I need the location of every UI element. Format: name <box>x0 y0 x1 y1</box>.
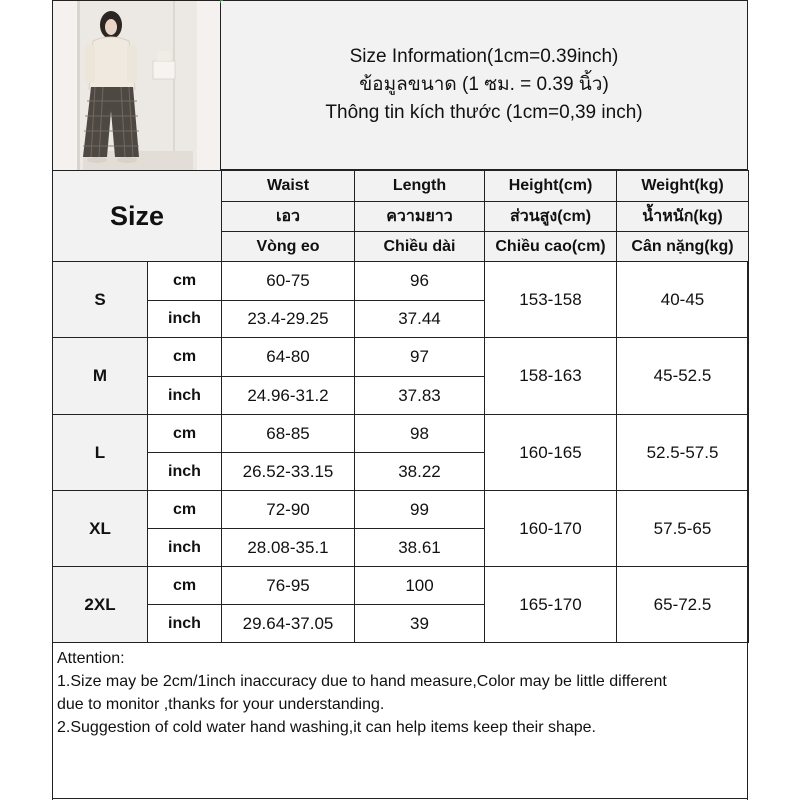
height-value: 160-165 <box>485 415 617 491</box>
size-column-header: Size <box>53 171 222 262</box>
size-label-m: M <box>53 338 148 415</box>
notes-line: 1.Size may be 2cm/1inch inaccuracy due to hand measure,Color may be little different <box>57 673 667 690</box>
length-inch-value: 37.44 <box>355 301 485 338</box>
table-row <box>53 567 749 605</box>
weight-value: 45-52.5 <box>617 338 749 415</box>
notes-heading: Attention: <box>57 650 125 667</box>
title-english: Size Information(1cm=0.39inch) <box>349 46 619 67</box>
size-label-l: L <box>53 415 148 491</box>
waist-inch-value: 29.64-37.05 <box>222 605 355 643</box>
unit-cm: cm <box>148 338 222 377</box>
unit-inch: inch <box>148 377 222 415</box>
length-inch-value: 38.22 <box>355 453 485 491</box>
waist-inch-value: 26.52-33.15 <box>222 453 355 491</box>
attention-notes <box>53 645 747 799</box>
height-value: 160-170 <box>485 491 617 567</box>
length-inch-value: 38.61 <box>355 529 485 567</box>
length-cm-value: 96 <box>355 262 485 301</box>
table-row <box>53 491 749 529</box>
unit-cm: cm <box>148 491 222 529</box>
product-photo <box>53 1 221 170</box>
length-inch-value: 37.83 <box>355 377 485 415</box>
table-row <box>53 262 749 301</box>
unit-cm: cm <box>148 415 222 453</box>
col-height-vi: Chiều cao(cm) <box>485 232 617 262</box>
table-row <box>53 415 749 453</box>
col-weight-th: น้ำหนัก(kg) <box>617 202 749 232</box>
col-height-en: Height(cm) <box>485 171 617 202</box>
col-length-th: ความยาว <box>355 202 485 232</box>
col-waist-vi: Vòng eo <box>222 232 355 262</box>
waist-cm-value: 64-80 <box>222 338 355 377</box>
height-value: 165-170 <box>485 567 617 643</box>
waist-cm-value: 68-85 <box>222 415 355 453</box>
length-inch-value: 39 <box>355 605 485 643</box>
length-cm-value: 100 <box>355 567 485 605</box>
col-weight-vi: Cân nặng(kg) <box>617 232 749 262</box>
header-row-english <box>53 171 749 202</box>
title-block <box>221 1 747 170</box>
model-illustration <box>53 1 221 170</box>
col-weight-en: Weight(kg) <box>617 171 749 202</box>
weight-value: 40-45 <box>617 262 749 338</box>
unit-inch: inch <box>148 529 222 567</box>
size-chart-table <box>52 170 749 643</box>
col-waist-en: Waist <box>222 171 355 202</box>
weight-value: 57.5-65 <box>617 491 749 567</box>
length-cm-value: 97 <box>355 338 485 377</box>
height-value: 158-163 <box>485 338 617 415</box>
col-length-en: Length <box>355 171 485 202</box>
table-row <box>53 338 749 377</box>
unit-cm: cm <box>148 567 222 605</box>
waist-inch-value: 24.96-31.2 <box>222 377 355 415</box>
waist-cm-value: 76-95 <box>222 567 355 605</box>
size-label-2xl: 2XL <box>53 567 148 643</box>
height-value: 153-158 <box>485 262 617 338</box>
weight-value: 65-72.5 <box>617 567 749 643</box>
col-length-vi: Chiều dài <box>355 232 485 262</box>
waist-inch-value: 28.08-35.1 <box>222 529 355 567</box>
size-label-xl: XL <box>53 491 148 567</box>
waist-cm-value: 72-90 <box>222 491 355 529</box>
notes-line: 2.Suggestion of cold water hand washing,it can help items keep their shape. <box>57 719 596 736</box>
unit-inch: inch <box>148 453 222 491</box>
col-waist-th: เอว <box>222 202 355 232</box>
col-height-th: ส่วนสูง(cm) <box>485 202 617 232</box>
unit-inch: inch <box>148 605 222 643</box>
length-cm-value: 99 <box>355 491 485 529</box>
waist-inch-value: 23.4-29.25 <box>222 301 355 338</box>
unit-cm: cm <box>148 262 222 301</box>
waist-cm-value: 60-75 <box>222 262 355 301</box>
title-vietnamese: Thông tin kích thước (1cm=0,39 inch) <box>325 102 643 123</box>
title-thai: ข้อมูลขนาด (1 ซม. = 0.39 นิ้ว) <box>359 74 609 95</box>
weight-value: 52.5-57.5 <box>617 415 749 491</box>
length-cm-value: 98 <box>355 415 485 453</box>
unit-inch: inch <box>148 301 222 338</box>
size-label-s: S <box>53 262 148 338</box>
notes-line: due to monitor ,thanks for your understanding. <box>57 696 385 713</box>
